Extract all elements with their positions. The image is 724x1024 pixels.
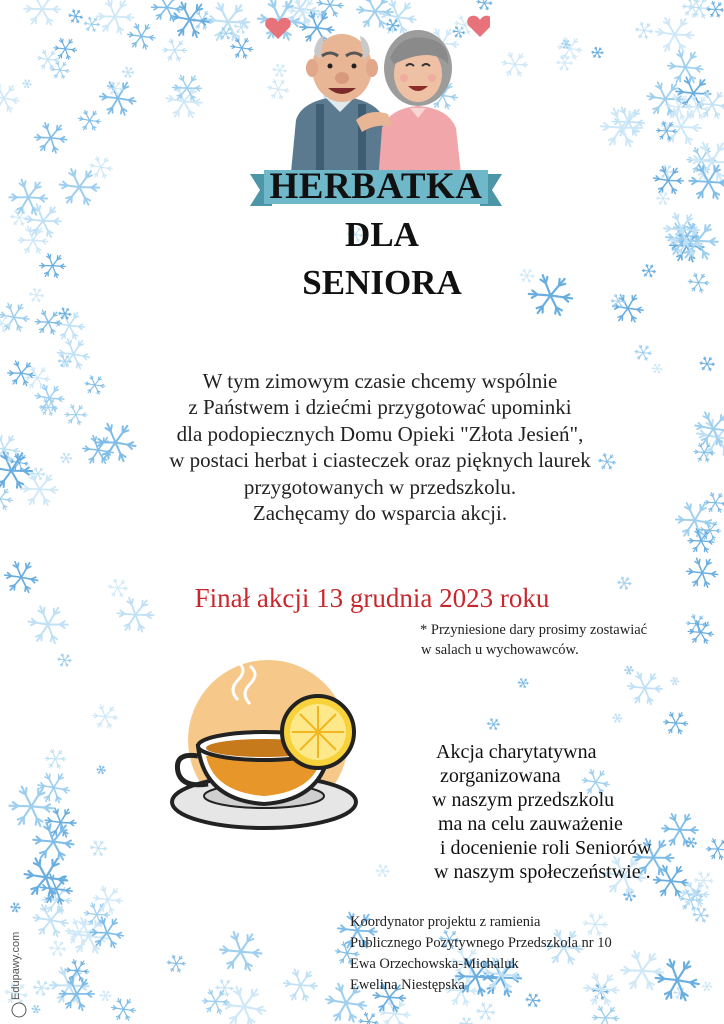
charity-line: Akcja charytatywna [436, 741, 597, 763]
coordinators [350, 912, 710, 996]
snowflake-icon [284, 969, 318, 1001]
snowflake-icon [35, 310, 61, 334]
snowflake-icon [45, 749, 66, 768]
snowflake-icon [111, 998, 135, 1020]
snowflake-icon [671, 677, 679, 685]
snowflake-icon [664, 712, 688, 734]
snowflake-icon [635, 345, 652, 360]
snowflake-icon [219, 27, 232, 39]
snowflake-icon [625, 666, 634, 674]
note-line: * Przyniesione dary prosimy zostawiać [420, 622, 648, 638]
snowflake-icon [700, 357, 715, 371]
lemon-slice-icon [282, 696, 354, 768]
snowflake-icon [61, 453, 72, 463]
charity-line: w naszym przedszkolu [432, 789, 615, 811]
snowflake-icon [33, 823, 73, 860]
snowflake-icon [635, 22, 653, 39]
title-herbatka: HERBATKA [269, 166, 483, 207]
charity-line: i docenienie roli Seniorów [440, 837, 652, 859]
snowflake-icon [697, 91, 724, 118]
invitation-line: przygotowanych w przedszkolu. [243, 474, 517, 499]
snowflake-icon [54, 38, 77, 59]
snowflake-icon [100, 991, 111, 1001]
snowflake-icon [628, 672, 662, 704]
heart-icon [265, 18, 291, 39]
snowflake-icon [25, 367, 50, 389]
charity-line: w naszym społeczeństwie . [434, 861, 651, 883]
snowflake-icon [60, 169, 100, 205]
coordinator-line: Koordynator projektu z ramienia [350, 914, 541, 930]
snowflake-icon [460, 1018, 473, 1024]
snowflake-icon [58, 654, 72, 666]
snowflake-icon [11, 903, 21, 912]
snowflake-icon [8, 361, 35, 386]
snowflake-icon [49, 941, 66, 956]
snowflake-icon [592, 1006, 619, 1024]
snowflake-icon [223, 987, 265, 1024]
snowflake-icon [379, 999, 410, 1024]
invitation-line: w postaci herbat i ciasteczek oraz pięknych laurek [169, 448, 591, 473]
snowflake-icon [69, 10, 83, 23]
note-line: w salach u wychowawców. [421, 642, 579, 658]
snowflake-icon [25, 858, 68, 897]
snowflake-icon [695, 412, 724, 445]
snowflake-icon [220, 932, 261, 970]
tea-cup-illustration [168, 660, 368, 840]
coordinator-line: Publicznego Pozytywnego Przedszkola nr 10 [350, 935, 612, 951]
coordinator-line: Ewa Orzechowska-Michaluk [350, 956, 519, 972]
snowflake-icon [518, 679, 528, 688]
invitation-line: z Państwem i dziećmi przygotować upominki [188, 395, 572, 420]
coordinator-line: Ewelina Niestępska [350, 977, 465, 993]
snowflake-icon [202, 990, 229, 1014]
donation-note [420, 620, 720, 660]
snowflake-icon [557, 56, 573, 71]
snowflake-icon [694, 443, 715, 462]
snowflake-icon [207, 3, 249, 41]
snowflake-icon [97, 0, 134, 34]
snowflake-icon [707, 1, 724, 17]
snowflake-icon [613, 714, 622, 722]
snowflake-icon [0, 488, 12, 510]
snowflake-icon [654, 167, 684, 194]
snowflake-icon [166, 85, 202, 117]
snowflake-icon [32, 1005, 40, 1013]
snowflake-icon [100, 82, 136, 115]
title-seniora: SENIORA [302, 263, 462, 302]
snowflake-icon [656, 18, 694, 51]
edupawy-watermark [6, 930, 32, 1020]
snowflake-icon [90, 841, 107, 856]
snowflake-icon [93, 886, 122, 913]
senior-couple-illustration [250, 8, 490, 183]
charity-description [420, 740, 720, 884]
title-dla: DLA [345, 215, 419, 254]
snowflake-icon [171, 2, 209, 37]
snowflake-icon [128, 24, 155, 49]
snowflake-icon [704, 492, 724, 512]
snowflake-icon [33, 981, 49, 996]
charity-line: zorganizowana [440, 765, 561, 787]
snowflake-icon [487, 719, 499, 730]
snowflake-icon [0, 84, 19, 112]
snowflake-icon [37, 50, 58, 69]
snowflake-icon [167, 955, 186, 972]
charity-line: ma na celu zauważenie [438, 813, 623, 835]
snowflake-icon [376, 865, 390, 877]
heart-icon [467, 16, 490, 37]
invitation-text [90, 368, 670, 526]
snowflake-icon [35, 123, 67, 153]
snowflake-icon [59, 978, 94, 1010]
snowflake-icon [592, 47, 604, 58]
snowflake-icon [359, 1012, 378, 1024]
snowflake-icon [51, 61, 70, 79]
snowflake-icon [668, 51, 703, 83]
snowflake-icon [84, 17, 100, 32]
svg-text:Edupawy.com: Edupawy.com [10, 931, 22, 1000]
snowflake-icon [656, 193, 669, 205]
snowflake-icon [93, 705, 118, 728]
snowflake-icon [502, 52, 528, 76]
snowflake-icon [24, 0, 60, 25]
snowflake-icon [65, 405, 87, 425]
finale-date: Finał akcji 13 grudnia 2023 roku [194, 583, 550, 613]
invitation-line: W tym zimowym czasie chcemy wspólnie [202, 369, 558, 393]
snowflake-icon [90, 157, 113, 178]
snowflake-icon [163, 39, 187, 61]
snowflake-icon [476, 1003, 495, 1020]
invitation-line: dla podopiecznych Domu Opieki "Złota Jesień", [176, 421, 584, 446]
snowflake-icon [23, 80, 32, 88]
invitation-line: Zachęcamy do wsparcia akcji. [252, 501, 508, 526]
snowflake-icon [79, 110, 101, 130]
snowflake-icon [97, 766, 106, 774]
snowflake-icon [122, 67, 133, 78]
